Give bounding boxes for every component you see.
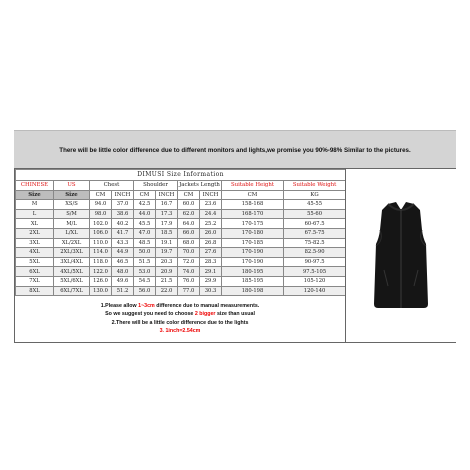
table-row — [16, 209, 346, 219]
subheader-unit: CM — [90, 190, 112, 200]
subheader-size: Size — [54, 190, 90, 200]
table-cell: 72.0 — [178, 257, 200, 267]
table-cell: 98.0 — [90, 209, 112, 219]
table-cell: 26.8 — [200, 238, 222, 248]
table-cell: 29.1 — [200, 267, 222, 277]
us-size-cell: S/M — [54, 209, 90, 219]
table-cell: 185-195 — [222, 276, 284, 286]
table-cell: 97.5-105 — [284, 267, 346, 277]
table-cell: 180-198 — [222, 286, 284, 296]
note-text: difference due to manual measurements. — [154, 303, 260, 309]
subheader-unit: KG — [284, 190, 346, 200]
table-cell: 130.0 — [90, 286, 112, 296]
table-cell: 38.6 — [112, 209, 134, 219]
table-cell: 106.0 — [90, 228, 112, 238]
table-cell: 44.0 — [134, 209, 156, 219]
table-cell: 50.0 — [134, 248, 156, 258]
table-cell: 62.0 — [178, 209, 200, 219]
table-cell: 16.7 — [156, 200, 178, 210]
table-cell: 44.9 — [112, 248, 134, 258]
chinese-size-cell: L — [16, 209, 54, 219]
table-row — [16, 276, 346, 286]
table-cell: 42.5 — [134, 200, 156, 210]
note-text: size than usual — [215, 311, 255, 318]
table-row — [16, 257, 346, 267]
table-cell: 126.0 — [90, 276, 112, 286]
us-size-cell: XL/2XL — [54, 238, 90, 248]
note-line-3: 2.There will be a little color difference due to the lights — [111, 319, 249, 326]
table-row — [16, 248, 346, 258]
table-cell: 56.0 — [134, 286, 156, 296]
table-cell: 21.5 — [156, 276, 178, 286]
table-cell: 30.3 — [200, 286, 222, 296]
table-cell: 60-67.5 — [284, 219, 346, 229]
table-cell: 105-120 — [284, 276, 346, 286]
table-cell: 120-140 — [284, 286, 346, 296]
subheader-unit: CM — [178, 190, 200, 200]
chinese-size-cell: 6XL — [16, 267, 54, 277]
table-cell: 170-185 — [222, 238, 284, 248]
table-cell: 17.3 — [156, 209, 178, 219]
banner-text: There will be little color difference due to different monitors and lights,we promise you 90%-98% Similar to the pictures. — [59, 146, 411, 154]
table-cell: 122.0 — [90, 267, 112, 277]
table-cell: 102.0 — [90, 219, 112, 229]
table-cell: 55-60 — [284, 209, 346, 219]
table-cell: 114.0 — [90, 248, 112, 258]
header-jacket-length: Jackets Length — [179, 182, 220, 189]
subheader-unit: INCH — [112, 190, 134, 200]
chinese-size-cell: 7XL — [16, 276, 54, 286]
table-cell: 48.5 — [134, 238, 156, 248]
table-cell: 20.3 — [156, 257, 178, 267]
table-cell: 94.0 — [90, 200, 112, 210]
chinese-size-cell: 4XL — [16, 248, 54, 258]
table-cell: 118.0 — [90, 257, 112, 267]
table-row — [16, 238, 346, 248]
header-suitable-height: Suitable Height — [222, 181, 284, 191]
note-text: So we suggest you need to choose — [105, 311, 195, 318]
table-cell: 170-190 — [222, 248, 284, 258]
table-cell: 48.0 — [112, 267, 134, 277]
note-line-1 — [15, 302, 345, 310]
black-vest-icon — [366, 200, 436, 312]
table-cell: 19.1 — [156, 238, 178, 248]
table-cell: 54.5 — [134, 276, 156, 286]
table-row — [16, 200, 346, 210]
note-highlight: 2 bigger — [194, 311, 216, 318]
chinese-size-cell: XL — [16, 219, 54, 229]
table-cell: 67.5-75 — [284, 228, 346, 238]
table-cell: 60.0 — [178, 200, 200, 210]
chinese-size-cell: 8XL — [16, 286, 54, 296]
header-chinese-size: CHINESE — [16, 181, 54, 191]
table-cell: 68.0 — [178, 238, 200, 248]
note-line-4: 3. 1inch=2.54cm — [159, 327, 201, 334]
table-cell: 17.9 — [156, 219, 178, 229]
table-cell: 168-170 — [222, 209, 284, 219]
table-cell: 19.7 — [156, 248, 178, 258]
table-cell: 158-168 — [222, 200, 284, 210]
size-notes — [15, 295, 345, 342]
table-cell: 20.9 — [156, 267, 178, 277]
table-cell: 170-180 — [222, 228, 284, 238]
table-cell: 66.0 — [178, 228, 200, 238]
table-cell: 110.0 — [90, 238, 112, 248]
note-line-2 — [15, 310, 345, 318]
chinese-size-cell: 5XL — [16, 257, 54, 267]
us-size-cell: 6XL/7XL — [54, 286, 90, 296]
table-cell: 45-55 — [284, 200, 346, 210]
table-cell: 82.5-90 — [284, 248, 346, 258]
table-cell: 46.5 — [112, 257, 134, 267]
size-table-wrap — [15, 169, 345, 296]
note-text: 1.Please allow — [100, 303, 139, 309]
table-cell: 27.6 — [200, 248, 222, 258]
table-cell: 170-175 — [222, 219, 284, 229]
table-cell: 51.2 — [112, 286, 134, 296]
table-cell: 53.0 — [134, 267, 156, 277]
subheader-size: Size — [16, 190, 54, 200]
header-us-size: US — [54, 181, 90, 191]
chinese-size-cell: 3XL — [16, 238, 54, 248]
header-shoulder: Shoulder — [134, 181, 178, 191]
us-size-cell: 4XL/5XL — [54, 267, 90, 277]
note-highlight: 1~3cm — [138, 303, 155, 309]
header-chest: Chest — [90, 181, 134, 191]
table-cell: 22.0 — [156, 286, 178, 296]
table-cell: 25.2 — [200, 219, 222, 229]
table-cell: 76.0 — [178, 276, 200, 286]
us-size-cell: 2XL/3XL — [54, 248, 90, 258]
table-cell: 26.0 — [200, 228, 222, 238]
size-chart-panel — [14, 168, 456, 343]
table-cell: 29.9 — [200, 276, 222, 286]
table-row — [16, 219, 346, 229]
subheader-unit: CM — [134, 190, 156, 200]
table-cell: 45.5 — [134, 219, 156, 229]
table-cell: 40.2 — [112, 219, 134, 229]
chinese-size-cell: 2XL — [16, 228, 54, 238]
subheader-unit: CM — [222, 190, 284, 200]
table-cell: 170-190 — [222, 257, 284, 267]
table-cell: 75-82.5 — [284, 238, 346, 248]
table-cell: 64.0 — [178, 219, 200, 229]
table-cell: 43.3 — [112, 238, 134, 248]
table-cell: 49.6 — [112, 276, 134, 286]
table-cell: 23.6 — [200, 200, 222, 210]
table-title: DIMUSI Size Information — [16, 170, 346, 181]
table-cell: 74.0 — [178, 267, 200, 277]
subheader-unit: INCH — [156, 190, 178, 200]
table-row — [16, 267, 346, 277]
table-row — [16, 228, 346, 238]
subheader-unit: INCH — [200, 190, 222, 200]
chinese-size-cell: M — [16, 200, 54, 210]
us-size-cell: 5XL/6XL — [54, 276, 90, 286]
table-cell: 41.7 — [112, 228, 134, 238]
color-difference-banner — [14, 130, 456, 170]
us-size-cell: XS/S — [54, 200, 90, 210]
table-cell: 28.3 — [200, 257, 222, 267]
header-suitable-weight: Suitable Weight — [284, 181, 346, 191]
table-cell: 51.5 — [134, 257, 156, 267]
table-cell: 77.0 — [178, 286, 200, 296]
table-cell: 90-97.5 — [284, 257, 346, 267]
table-cell: 24.4 — [200, 209, 222, 219]
table-cell: 47.0 — [134, 228, 156, 238]
us-size-cell: L/XL — [54, 228, 90, 238]
us-size-cell: M/L — [54, 219, 90, 229]
table-cell: 18.5 — [156, 228, 178, 238]
size-table — [15, 169, 346, 296]
table-cell: 180-195 — [222, 267, 284, 277]
us-size-cell: 3XL/4XL — [54, 257, 90, 267]
table-cell: 37.0 — [112, 200, 134, 210]
product-photo — [345, 169, 456, 342]
table-cell: 70.0 — [178, 248, 200, 258]
